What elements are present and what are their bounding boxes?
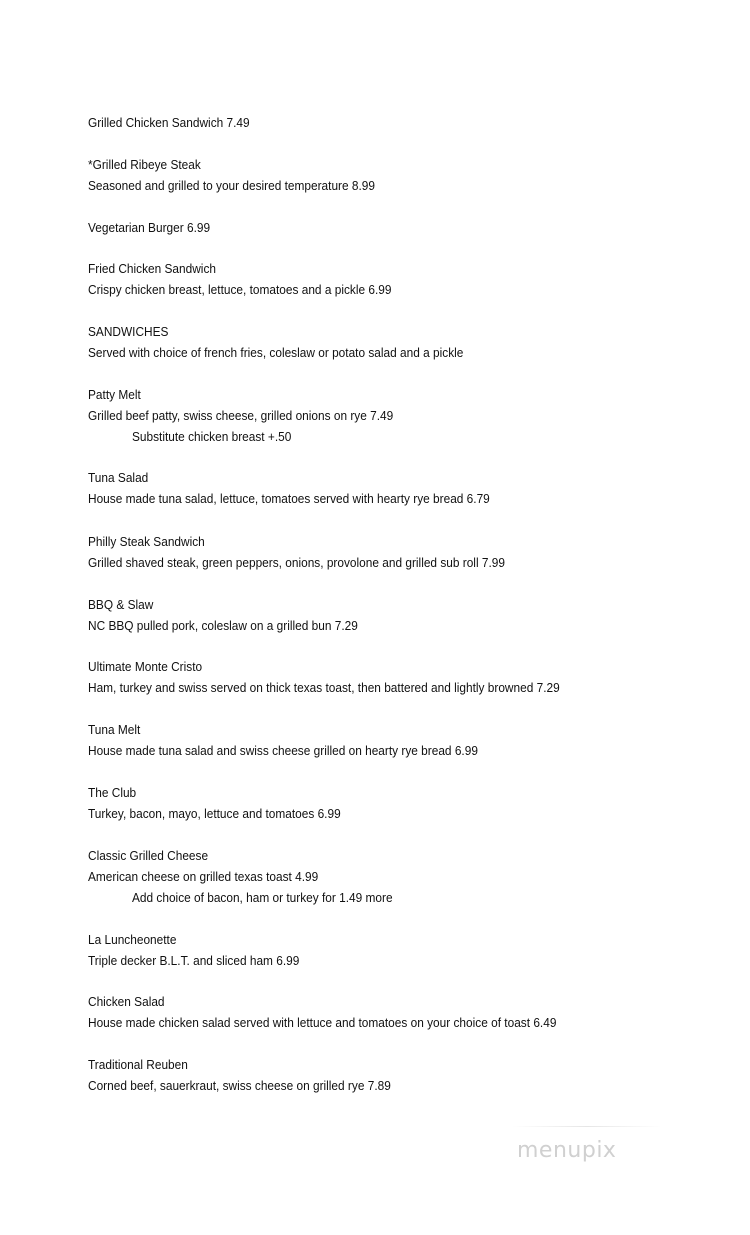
item-veg-burger-title: Vegetarian Burger 6.99 bbox=[88, 220, 211, 235]
item-fried-chicken-desc: Crispy chicken breast, lettuce, tomatoes and a pickle 6.99 bbox=[88, 282, 392, 297]
item-tuna-salad-title: Tuna Salad bbox=[88, 470, 149, 485]
item-grilled-cheese-title: Classic Grilled Cheese bbox=[88, 848, 209, 863]
item-chicken-salad-desc: House made chicken salad served with lettuce and tomatoes on your choice of toast 6.49 bbox=[88, 1015, 557, 1030]
item-ribeye-title: *Grilled Ribeye Steak bbox=[88, 157, 201, 172]
item-grilled-chicken-title: Grilled Chicken Sandwich 7.49 bbox=[88, 115, 250, 130]
item-patty-melt-title: Patty Melt bbox=[88, 387, 141, 402]
item-club-desc: Turkey, bacon, mayo, lettuce and tomatoes 6.99 bbox=[88, 806, 341, 821]
watermark-rule bbox=[512, 1126, 662, 1127]
item-reuben-title: Traditional Reuben bbox=[88, 1057, 188, 1072]
item-tuna-melt-title: Tuna Melt bbox=[88, 722, 141, 737]
item-club-title: The Club bbox=[88, 785, 137, 800]
item-monte-cristo-desc: Ham, turkey and swiss served on thick texas toast, then battered and lightly browned 7.29 bbox=[88, 680, 560, 695]
menupix-watermark: menupix bbox=[517, 1138, 617, 1163]
item-luncheonette-desc: Triple decker B.L.T. and sliced ham 6.99 bbox=[88, 953, 300, 968]
item-monte-cristo-title: Ultimate Monte Cristo bbox=[88, 659, 203, 674]
item-tuna-melt-desc: House made tuna salad and swiss cheese grilled on hearty rye bread 6.99 bbox=[88, 743, 478, 758]
item-tuna-salad-desc: House made tuna salad, lettuce, tomatoes served with hearty rye bread 6.79 bbox=[88, 491, 490, 506]
item-bbq-slaw-title: BBQ & Slaw bbox=[88, 597, 154, 612]
item-fried-chicken-title: Fried Chicken Sandwich bbox=[88, 261, 216, 276]
item-patty-melt-note: Substitute chicken breast +.50 bbox=[132, 429, 292, 444]
item-chicken-salad-title: Chicken Salad bbox=[88, 994, 165, 1009]
item-philly-title: Philly Steak Sandwich bbox=[88, 534, 205, 549]
item-patty-melt-desc: Grilled beef patty, swiss cheese, grilled onions on rye 7.49 bbox=[88, 408, 394, 423]
item-grilled-cheese-desc: American cheese on grilled texas toast 4.99 bbox=[88, 869, 319, 884]
section-sandwiches-heading: SANDWICHES bbox=[88, 324, 169, 339]
item-luncheonette-title: La Luncheonette bbox=[88, 932, 177, 947]
item-ribeye-desc: Seasoned and grilled to your desired temperature 8.99 bbox=[88, 178, 376, 193]
item-bbq-slaw-desc: NC BBQ pulled pork, coleslaw on a grilled bun 7.29 bbox=[88, 618, 358, 633]
item-philly-desc: Grilled shaved steak, green peppers, onions, provolone and grilled sub roll 7.99 bbox=[88, 555, 505, 570]
item-grilled-cheese-note: Add choice of bacon, ham or turkey for 1.49 more bbox=[132, 890, 393, 905]
section-sandwiches-desc: Served with choice of french fries, coleslaw or potato salad and a pickle bbox=[88, 345, 464, 360]
item-reuben-desc: Corned beef, sauerkraut, swiss cheese on grilled rye 7.89 bbox=[88, 1078, 391, 1093]
